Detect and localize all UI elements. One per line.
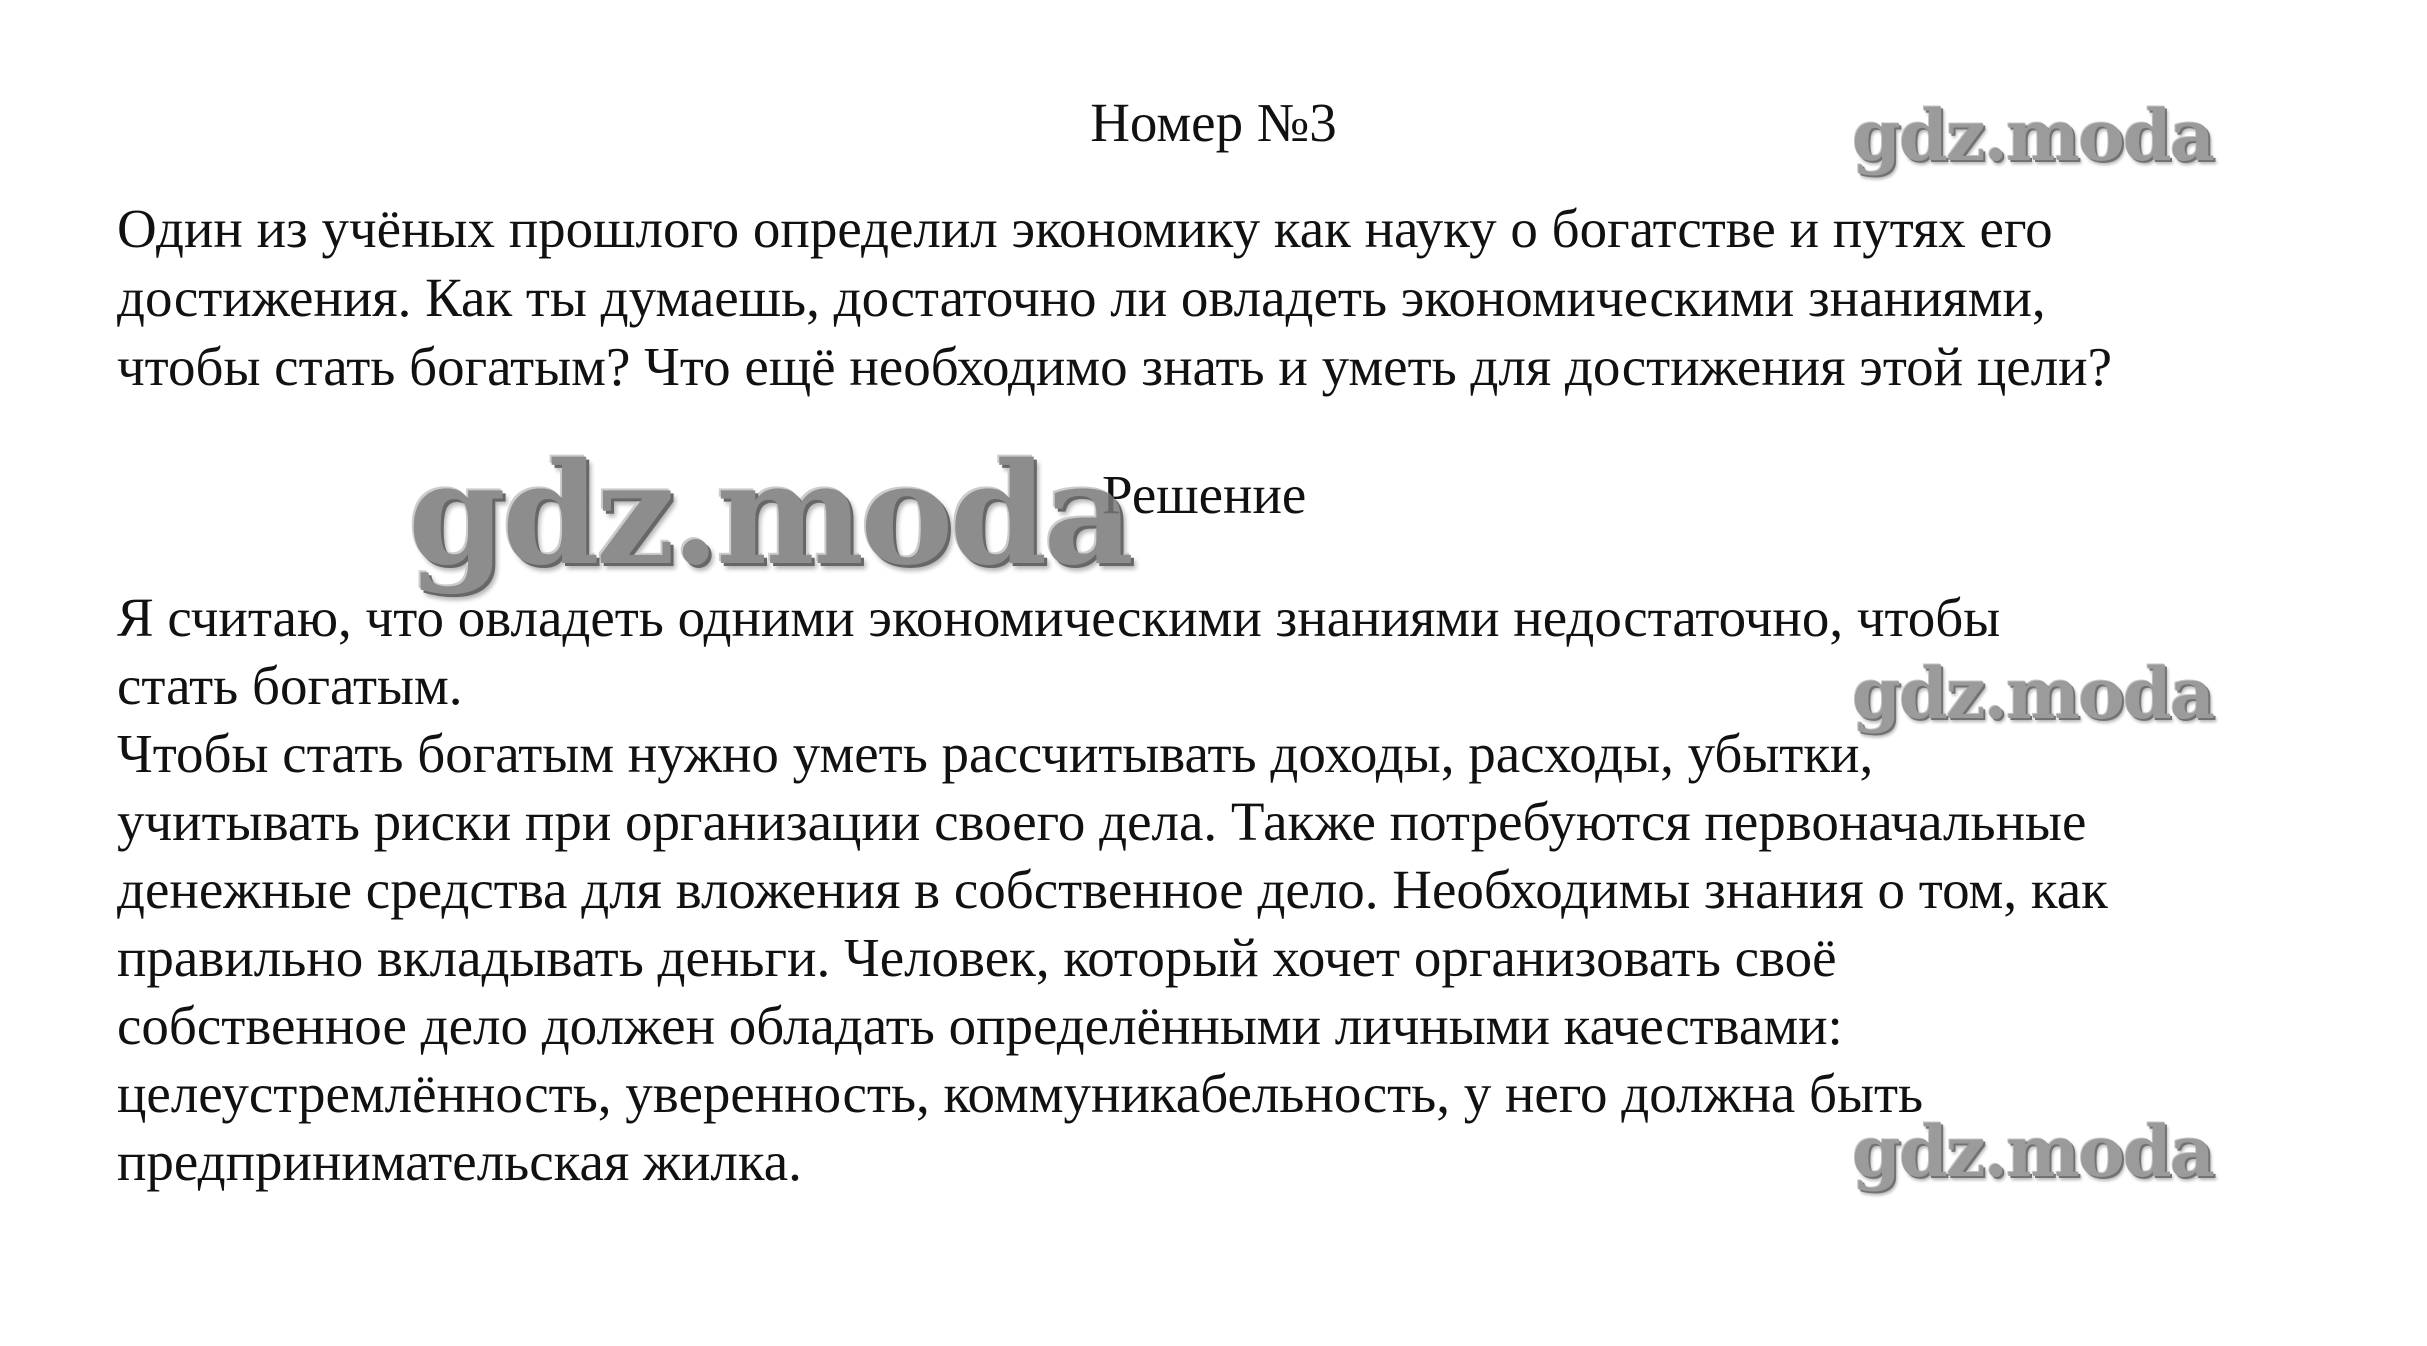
answer-line: предпринимательская жилка. [117, 1131, 802, 1192]
question-line: чтобы стать богатым? Что ещё необходимо знать и уметь для достижения этой цели? [117, 336, 2112, 397]
answer-line: собственное дело должен обладать определёнными личными качествами: [117, 995, 1843, 1056]
watermark-logo: gdz.moda [1852, 94, 2214, 177]
answer-line: денежные средства для вложения в собственное дело. Необходимы знания о том, как [117, 859, 2108, 920]
problem-title: Номер №3 [1090, 92, 1337, 153]
answer-line: правильно вкладывать деньги. Человек, который хочет организовать своё [117, 927, 1837, 988]
answer-line: целеустремлённость, уверенность, коммуникабельность, у него должна быть [117, 1063, 1924, 1124]
answer-line: стать богатым. [117, 655, 463, 716]
answer-line: Чтобы стать богатым нужно уметь рассчитывать доходы, расходы, убытки, [117, 723, 1874, 784]
answer-line: Я считаю, что овладеть одними экономическими знаниями недостаточно, чтобы [117, 587, 2001, 648]
answer-line: учитывать риски при организации своего дела. Также потребуются первоначальные [117, 791, 2087, 852]
question-line: Один из учёных прошлого определил экономику как науку о богатстве и путях его [117, 198, 2053, 259]
solution-heading: Решение [1102, 464, 1307, 525]
question-line: достижения. Как ты думаешь, достаточно ли овладеть экономическими знаниями, [117, 267, 2046, 328]
watermark-logo: gdz.moda [1852, 1110, 2214, 1193]
watermark-logo: gdz.moda [408, 433, 1131, 597]
question-text [117, 194, 2357, 401]
watermark-logo: gdz.moda [1852, 652, 2214, 735]
